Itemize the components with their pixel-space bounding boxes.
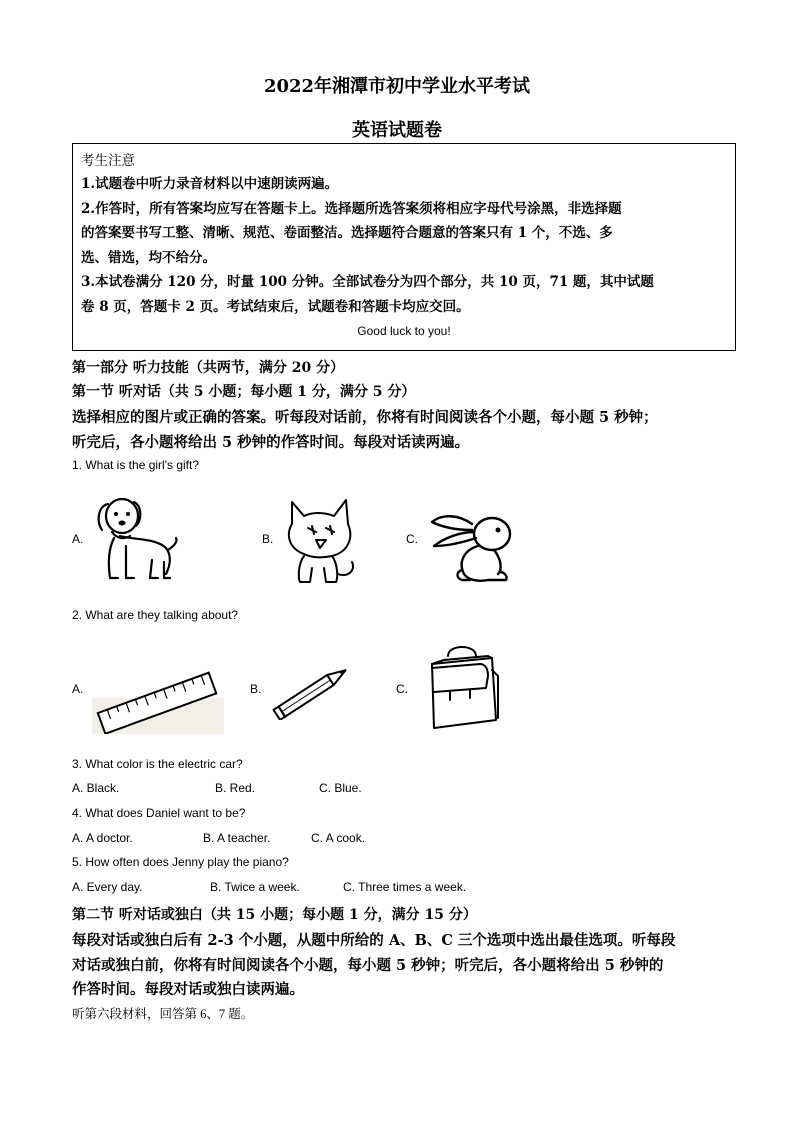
good-luck-text: Good luck to you!	[357, 324, 451, 338]
pencil-icon	[270, 664, 354, 720]
q5-option-c: C. Three times a week.	[343, 880, 467, 894]
section1-heading: 第一节 听对话（共 5 小题；每小题 1 分，满分 5 分）	[72, 384, 416, 400]
q4-option-b: B. A teacher.	[203, 831, 271, 845]
cat-icon	[282, 494, 362, 586]
notice-line: 1.试题卷中听力录音材料以中速朗读两遍。	[81, 176, 339, 192]
section2-instruction: 每段对话或独白后有 2-3 个小题，从题中所给的 A、B、C 三个选项中选出最佳选项。听每段	[72, 932, 676, 949]
candidate-notice-box	[72, 143, 736, 351]
section1-instruction: 听完后，各小题将给出 5 秒钟的作答时间。每段对话读两遍。	[72, 434, 470, 451]
q3-option-a: A. Black.	[72, 781, 120, 795]
ruler-icon	[92, 664, 224, 734]
q1-option-a-label: A.	[72, 532, 84, 546]
notice-line: 卷 8 页，答题卡 2 页。考试结束后，试题卷和答题卡均应交回。	[81, 298, 470, 315]
q1-option-b-label: B.	[262, 532, 274, 546]
exam-title: 2022年湘潭市初中学业水平考试	[263, 76, 531, 97]
part1-heading: 第一部分 听力技能（共两节，满分 20 分）	[72, 360, 345, 376]
rabbit-icon	[428, 506, 524, 586]
section1-instruction: 选择相应的图片或正确的答案。听每段对话前，你将有时间阅读各个小题，每小题 5 秒钟；	[72, 409, 658, 426]
q2-option-b-label: B.	[250, 682, 262, 696]
question-2: 2. What are they talking about?	[72, 608, 239, 622]
q5-option-a: A. Every day.	[72, 880, 143, 894]
notice-line: 的答案要书写工整、清晰、规范、卷面整洁。选择题符合题意的答案只有 1 个，不选、多	[81, 225, 613, 241]
q2-option-a-label: A.	[72, 682, 84, 696]
q3-option-b: B. Red.	[215, 781, 256, 795]
exam-subtitle: 英语试题卷	[352, 120, 442, 141]
section2-prompt: 听第六段材料，回答第 6、7 题。	[72, 1007, 254, 1021]
section2-instruction: 作答时间。每段对话或独白读两遍。	[72, 981, 304, 998]
q2-option-c-label: C.	[396, 682, 408, 696]
dog-icon	[90, 492, 180, 584]
section2-heading: 第二节 听对话或独白（共 15 小题；每小题 1 分，满分 15 分）	[72, 907, 477, 923]
notice-heading: 考生注意	[81, 153, 135, 169]
question-3: 3. What color is the electric car?	[72, 757, 243, 771]
notice-line: 3.本试卷满分 120 分，时量 100 分钟。全部试卷分为四个部分，共 10 页，71 题，其中试题	[81, 274, 654, 290]
backpack-icon	[426, 640, 500, 732]
q4-option-a: A. A doctor.	[72, 831, 133, 845]
q5-option-b: B. Twice a week.	[210, 880, 300, 894]
q4-option-c: C. A cook.	[311, 831, 366, 845]
section2-instruction: 对话或独白前，你将有时间阅读各个小题，每小题 5 秒钟；听完后，各小题将给出 5 秒钟的	[72, 957, 664, 974]
q1-option-c-label: C.	[406, 532, 418, 546]
question-5: 5. How often does Jenny play the piano?	[72, 855, 289, 869]
notice-line: 2.作答时，所有答案均应写在答题卡上。选择题所选答案须将相应字母代号涂黑，非选择题	[81, 200, 622, 217]
notice-line: 选、错选，均不给分。	[81, 249, 216, 266]
question-1: 1. What is the girl's gift?	[72, 458, 200, 472]
question-4: 4. What does Daniel want to be?	[72, 806, 246, 820]
q3-option-c: C. Blue.	[319, 781, 362, 795]
